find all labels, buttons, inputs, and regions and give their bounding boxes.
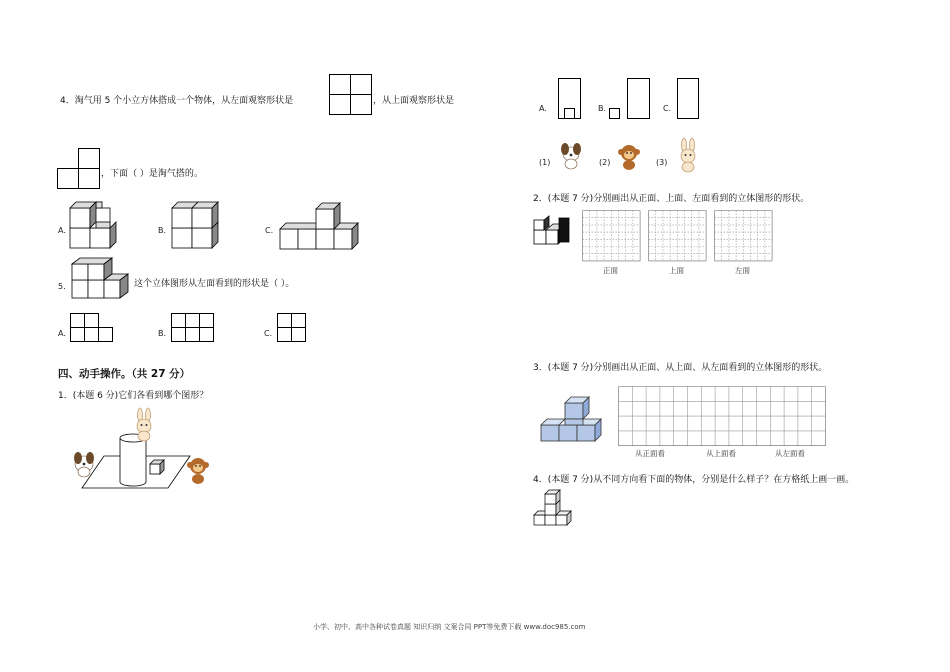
q3-caption-front: 从正面看 bbox=[635, 449, 665, 458]
q5-option-b-figure bbox=[171, 313, 215, 343]
q2-caption-front: 正面 bbox=[603, 266, 618, 275]
q4-option-c-label: C. bbox=[265, 226, 274, 235]
rabbit-icon bbox=[137, 408, 151, 441]
dog-icon bbox=[557, 142, 585, 172]
q5-cube-figure bbox=[70, 258, 132, 302]
animal-label-2: (2) bbox=[599, 158, 611, 167]
q4-option-c-cubes bbox=[278, 207, 358, 251]
q4-option-a-label: A. bbox=[58, 226, 66, 235]
scene-figure bbox=[72, 408, 222, 492]
top-option-a-label: A. bbox=[539, 104, 547, 113]
q2-caption-left: 左面 bbox=[735, 266, 750, 275]
q4-text-c: ，下面（ ）是淘气搭的。 bbox=[101, 169, 203, 179]
q4-text-b: ，从上面观察形状是 bbox=[373, 96, 455, 106]
q5-option-c-figure bbox=[277, 313, 307, 343]
q3-caption-left: 从左面看 bbox=[775, 449, 805, 458]
q4r-cube-figure bbox=[533, 491, 573, 529]
dog-icon bbox=[74, 452, 94, 477]
q4-option-b-label: B. bbox=[158, 226, 167, 235]
q5-option-b-label: B. bbox=[158, 329, 167, 338]
footer-text: 小学、初中、高中各种试卷真题 知识归纳 文案合同 PPT等免费下载 www.doc985.com bbox=[313, 623, 586, 631]
q3-caption-top: 从上面看 bbox=[706, 449, 736, 458]
q3-drawing-grid bbox=[618, 386, 830, 448]
q4-option-a-cubes bbox=[70, 202, 120, 250]
q5-option-c-label: C. bbox=[264, 329, 273, 338]
q4-text-a: 4．淘气用 5 个小立方体搭成一个物体，从左面观察形状是 bbox=[60, 96, 294, 106]
q5-option-a-label: A. bbox=[58, 329, 66, 338]
q5-number: 5. bbox=[58, 282, 66, 291]
top-option-c-label: C. bbox=[663, 104, 672, 113]
animal-label-1: (1) bbox=[539, 158, 551, 167]
monkey-icon bbox=[617, 143, 643, 171]
top-option-c-figure bbox=[677, 78, 701, 120]
q2-text: 2．(本题 7 分)分别画出从正面、上面、左面看到的立体图形的形状。 bbox=[533, 194, 810, 204]
q4-top-view-figure bbox=[57, 148, 101, 190]
q5-option-a-figure bbox=[70, 313, 114, 343]
q2-caption-top: 上面 bbox=[669, 266, 684, 275]
top-option-b-label: B. bbox=[598, 104, 607, 113]
top-option-a-figure bbox=[558, 78, 584, 120]
q2-cube-figure bbox=[533, 218, 575, 248]
monkey-icon bbox=[187, 458, 209, 484]
section-title: 四、动手操作。（共 27 分） bbox=[58, 368, 191, 380]
top-option-b-figure bbox=[609, 78, 653, 120]
q4r-text: 4．(本题 7 分)从不同方向看下面的物体，分别是什么样子？在方格纸上画一画。 bbox=[533, 475, 855, 485]
q5-text: 这个立体图形从左面看到的形状是（ ）。 bbox=[134, 279, 295, 289]
q4-option-b-cubes bbox=[170, 202, 222, 250]
q2-drawing-grids bbox=[582, 210, 782, 262]
q3-text: 3．(本题 7 分)分别画出从正面、从上面、从左面看到的立体图形的形状。 bbox=[533, 363, 828, 373]
q3-blue-cubes bbox=[541, 395, 607, 443]
section-q1-text: 1．(本题 6 分)它们各看到哪个图形？ bbox=[58, 391, 209, 401]
rabbit-icon bbox=[676, 138, 702, 174]
q4-left-view-figure bbox=[329, 74, 373, 116]
animal-label-3: (3) bbox=[656, 158, 668, 167]
